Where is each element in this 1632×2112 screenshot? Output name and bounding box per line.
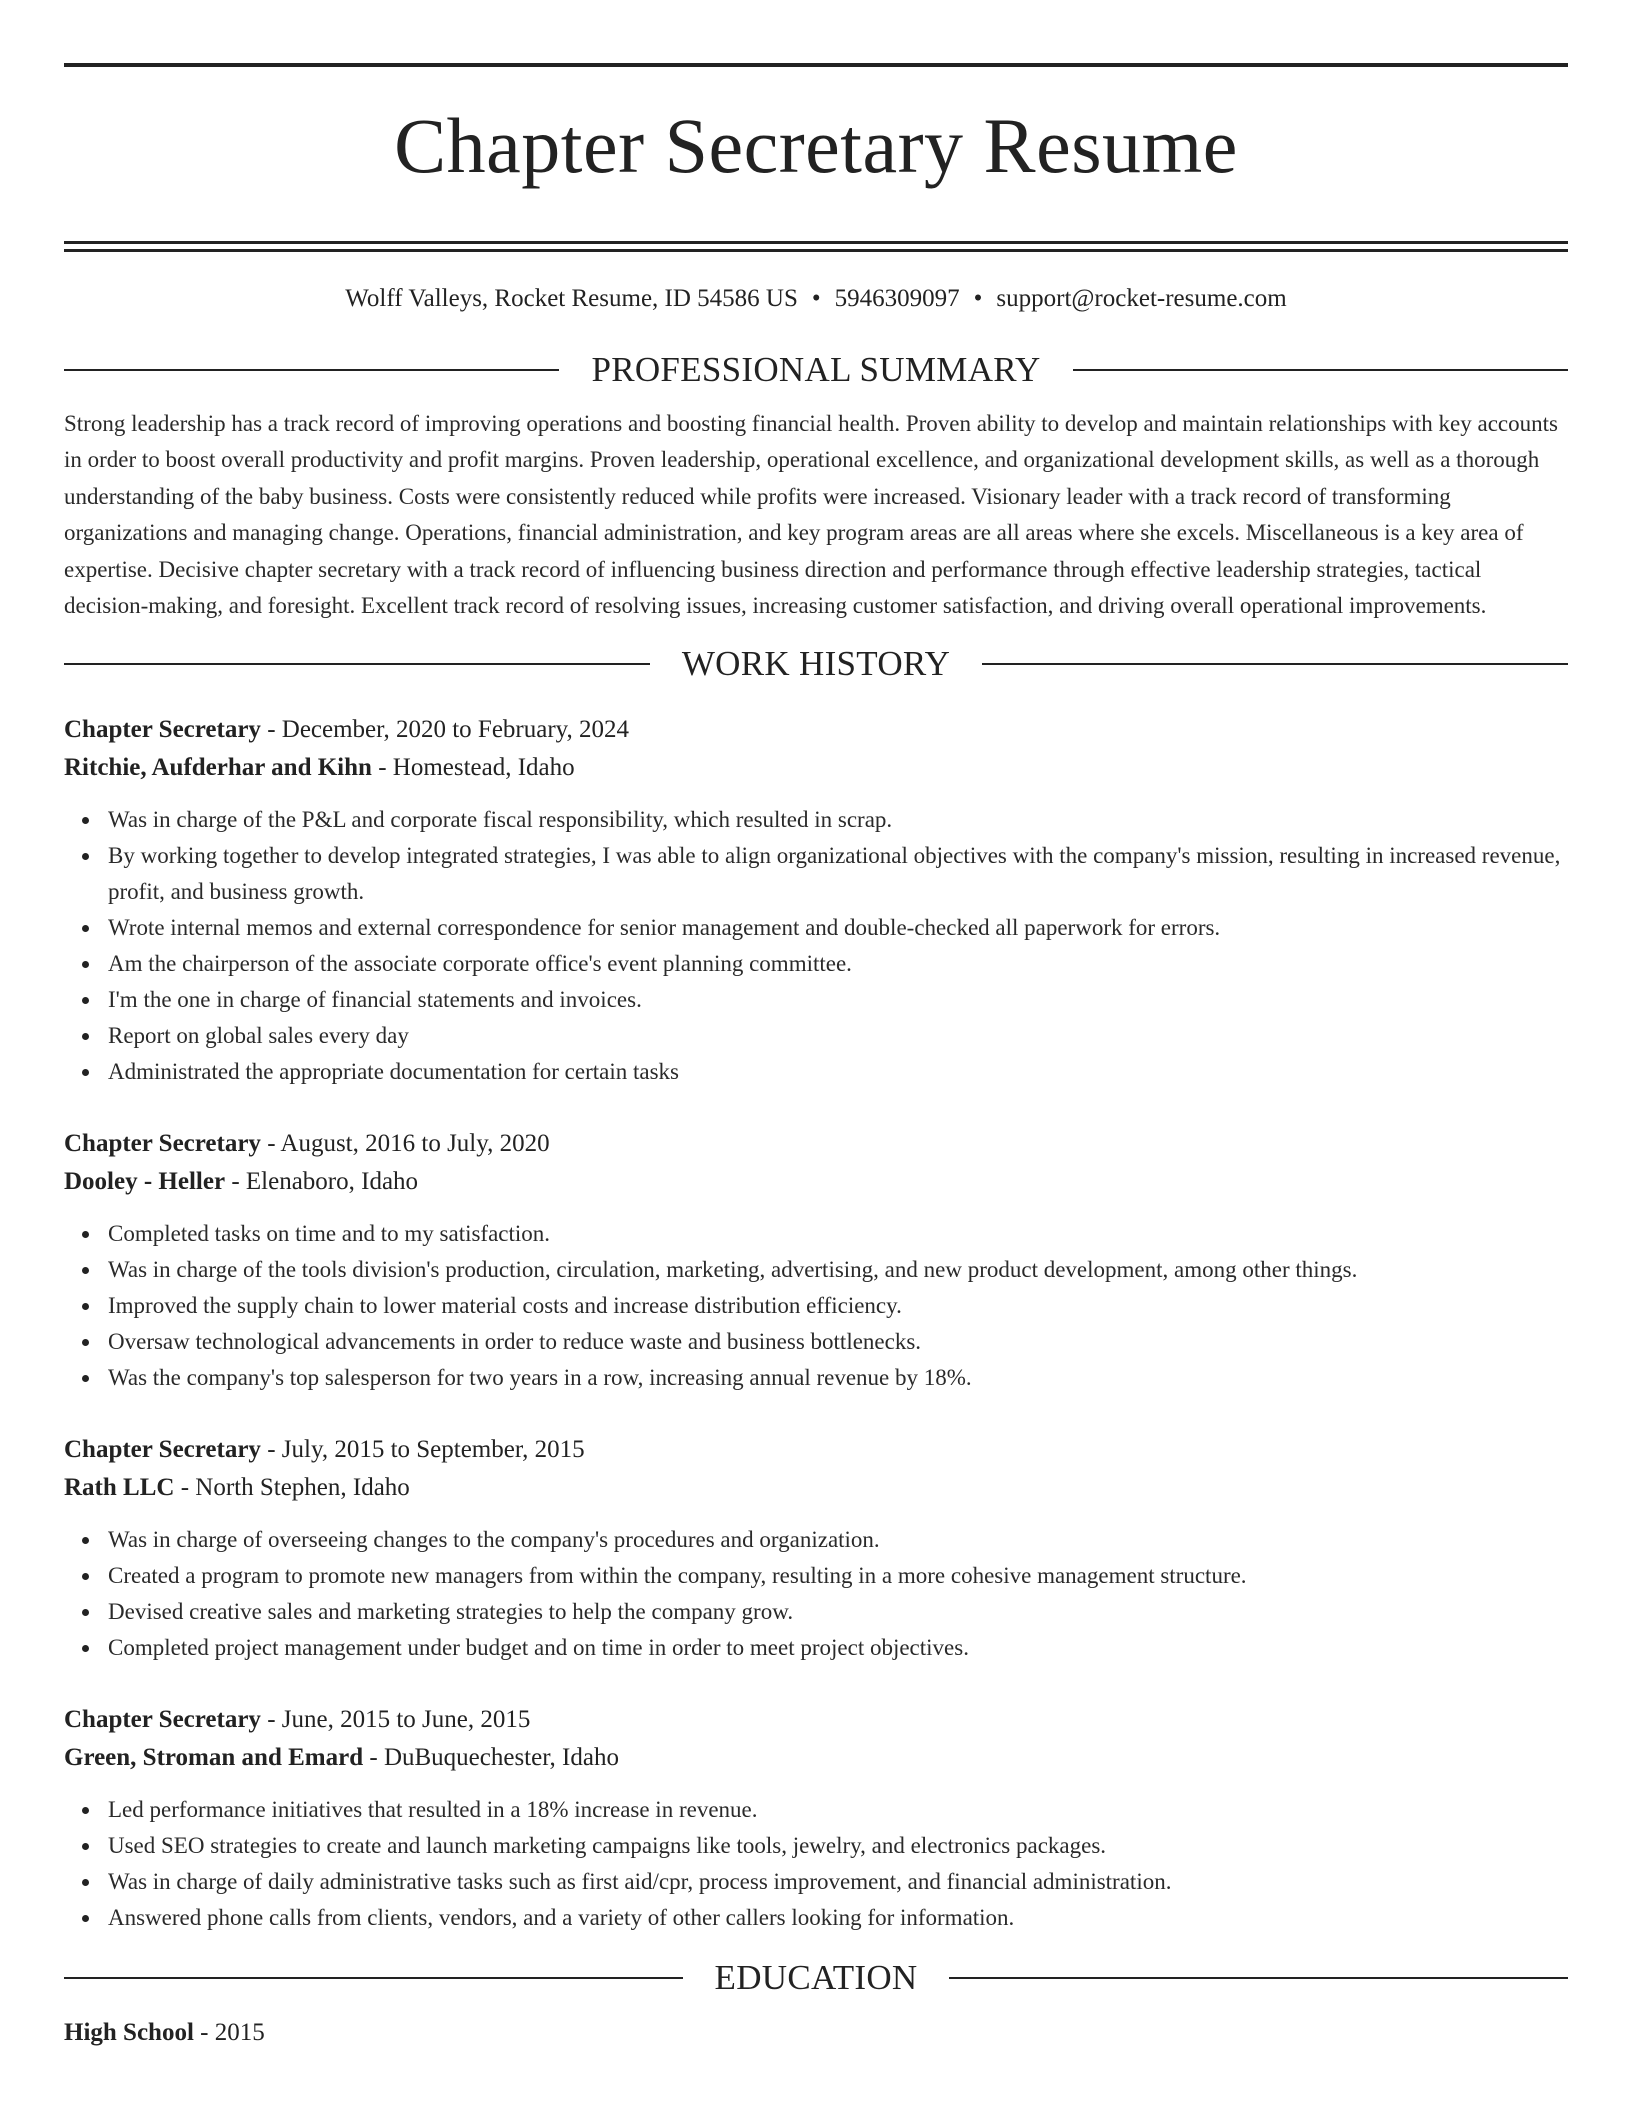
contact-separator: • xyxy=(973,285,983,312)
job-title: Chapter Secretary xyxy=(64,1706,261,1734)
job-location-separator: - xyxy=(371,754,393,782)
resume-title: Chapter Secretary Resume xyxy=(394,102,1238,189)
job-bullet-list xyxy=(64,1522,1568,1666)
job-dates: July, 2015 to September, 2015 xyxy=(281,1436,585,1464)
job-bullet: Was the company's top salesperson for two years in a row, increasing annual revenue by 18%. xyxy=(108,1360,1568,1396)
job-company: Rath LLC xyxy=(64,1474,175,1502)
job-company-line xyxy=(64,749,1568,787)
job-company-line xyxy=(64,1739,1568,1777)
job-location-separator: - xyxy=(225,1168,246,1196)
job-dates-separator: - xyxy=(260,1706,282,1734)
top-rule xyxy=(64,63,1568,67)
job-company: Ritchie, Aufderhar and Kihn xyxy=(64,754,372,782)
job-title-line xyxy=(64,1701,1568,1739)
education-entry xyxy=(64,2014,1568,2052)
work-history-heading-label: WORK HISTORY xyxy=(681,644,951,684)
job-bullet-list xyxy=(64,1792,1568,1936)
summary-heading-label: PROFESSIONAL SUMMARY xyxy=(591,350,1041,389)
job-company: Green, Stroman and Emard xyxy=(64,1744,364,1772)
job-bullet: Oversaw technological advancements in order to reduce waste and business bottlenecks. xyxy=(108,1324,1568,1360)
heading-rule-right xyxy=(1073,369,1568,371)
education-heading xyxy=(64,1956,1568,2000)
job-bullet: By working together to develop integrated strategies, I was able to align organizational objectives with the company's mission, resulting in increased revenue, profit, and business growth. xyxy=(108,838,1568,910)
education-year: 2015 xyxy=(214,2019,265,2047)
job-title: Chapter Secretary xyxy=(64,1130,261,1158)
job-bullet: Was in charge of the tools division's production, circulation, marketing, advertising, and new product development, among other things. xyxy=(108,1252,1568,1288)
job-bullet: Report on global sales every day xyxy=(108,1018,1568,1054)
job-bullet: Was in charge of the P&L and corporate fiscal responsibility, which resulted in scrap. xyxy=(108,802,1568,838)
work-history-list xyxy=(64,711,1568,1936)
summary-heading xyxy=(64,348,1568,392)
summary-text: Strong leadership has a track record of improving operations and boosting financial health. Proven ability to develop and maintain relationships with key accounts in order to boost overall productivity and profit margins. Proven leadership, operational excellence, and organizational development skills, as well as a thorough understanding of the baby business. Costs were consistently reduced while profits were increased. Visionary leader with a track record of transforming organizations and managing change. Operations, financial administration, and key program areas are all areas where she excels. Miscellaneous is a key area of expertise. Decisive chapter secretary with a track record of influencing business direction and performance through effective leadership strategies, tactical decision-making, and foresight. Excellent track record of resolving issues, increasing customer satisfaction, and driving overall operational improvements. xyxy=(64,411,1558,619)
job-title: Chapter Secretary xyxy=(64,1436,261,1464)
job-bullet: Led performance initiatives that resulted in a 18% increase in revenue. xyxy=(108,1792,1568,1828)
work-history-heading xyxy=(64,642,1568,686)
job-company: Dooley - Heller xyxy=(64,1168,226,1196)
job-title-line xyxy=(64,711,1568,749)
education-degree: High School xyxy=(64,2019,194,2047)
heading-rule-right xyxy=(949,1977,1568,1979)
job-bullet: Was in charge of overseeing changes to the company's procedures and organization. xyxy=(108,1522,1568,1558)
job-entry xyxy=(64,1701,1568,1936)
job-bullet: Administrated the appropriate documentation for certain tasks xyxy=(108,1054,1568,1090)
job-bullet: Was in charge of daily administrative tasks such as first aid/cpr, process improvement, and financial administration. xyxy=(108,1864,1568,1900)
job-bullet: Wrote internal memos and external correspondence for senior management and double-checked all paperwork for errors. xyxy=(108,910,1568,946)
job-entry xyxy=(64,1125,1568,1396)
job-bullet: Used SEO strategies to create and launch marketing campaigns like tools, jewelry, and electronics packages. xyxy=(108,1828,1568,1864)
job-dates: June, 2015 to June, 2015 xyxy=(281,1706,531,1734)
job-bullet: Devised creative sales and marketing strategies to help the company grow. xyxy=(108,1594,1568,1630)
contact-email: support@rocket-resume.com xyxy=(996,285,1287,312)
job-bullet: Created a program to promote new managers from within the company, resulting in a more cohesive management structure. xyxy=(108,1558,1568,1594)
job-entry xyxy=(64,1431,1568,1666)
job-bullet: I'm the one in charge of financial statements and invoices. xyxy=(108,982,1568,1018)
job-company-line xyxy=(64,1163,1568,1201)
job-entry xyxy=(64,711,1568,1090)
contact-line xyxy=(64,282,1568,316)
resume-page xyxy=(64,0,1568,2052)
job-location-separator: - xyxy=(174,1474,196,1502)
heading-rule-left xyxy=(64,1977,683,1979)
job-bullet-list xyxy=(64,802,1568,1090)
job-dates-separator: - xyxy=(260,716,282,744)
job-bullet: Improved the supply chain to lower material costs and increase distribution efficiency. xyxy=(108,1288,1568,1324)
title-double-rule xyxy=(64,241,1568,252)
heading-rule-left xyxy=(64,369,559,371)
heading-rule-right xyxy=(982,663,1568,665)
job-location-separator: - xyxy=(363,1744,384,1772)
job-title: Chapter Secretary xyxy=(64,716,261,744)
job-title-line xyxy=(64,1125,1568,1163)
heading-rule-left xyxy=(64,663,650,665)
job-location: Homestead, Idaho xyxy=(392,754,575,782)
job-company-line xyxy=(64,1469,1568,1507)
education-year-separator: - xyxy=(193,2019,215,2047)
job-bullet-list xyxy=(64,1216,1568,1396)
job-bullet: Completed project management under budget and on time in order to meet project objectives. xyxy=(108,1630,1568,1666)
job-location: DuBuquechester, Idaho xyxy=(383,1744,619,1772)
job-dates-separator: - xyxy=(260,1130,281,1158)
education-heading-label: EDUCATION xyxy=(714,1958,918,1998)
job-title-line xyxy=(64,1431,1568,1469)
job-bullet: Completed tasks on time and to my satisfaction. xyxy=(108,1216,1568,1252)
job-dates: December, 2020 to February, 2024 xyxy=(281,716,630,744)
job-bullet: Am the chairperson of the associate corporate office's event planning committee. xyxy=(108,946,1568,982)
contact-address: Wolff Valleys, Rocket Resume, ID 54586 US xyxy=(345,285,798,312)
job-location: North Stephen, Idaho xyxy=(195,1474,410,1502)
job-location: Elenaboro, Idaho xyxy=(245,1168,419,1196)
contact-phone: 5946309097 xyxy=(834,285,960,312)
contact-separator: • xyxy=(811,285,821,312)
job-bullet: Answered phone calls from clients, vendors, and a variety of other callers looking for information. xyxy=(108,1900,1568,1936)
job-dates-separator: - xyxy=(260,1436,282,1464)
education-list xyxy=(64,2014,1568,2052)
job-dates: August, 2016 to July, 2020 xyxy=(280,1130,550,1158)
